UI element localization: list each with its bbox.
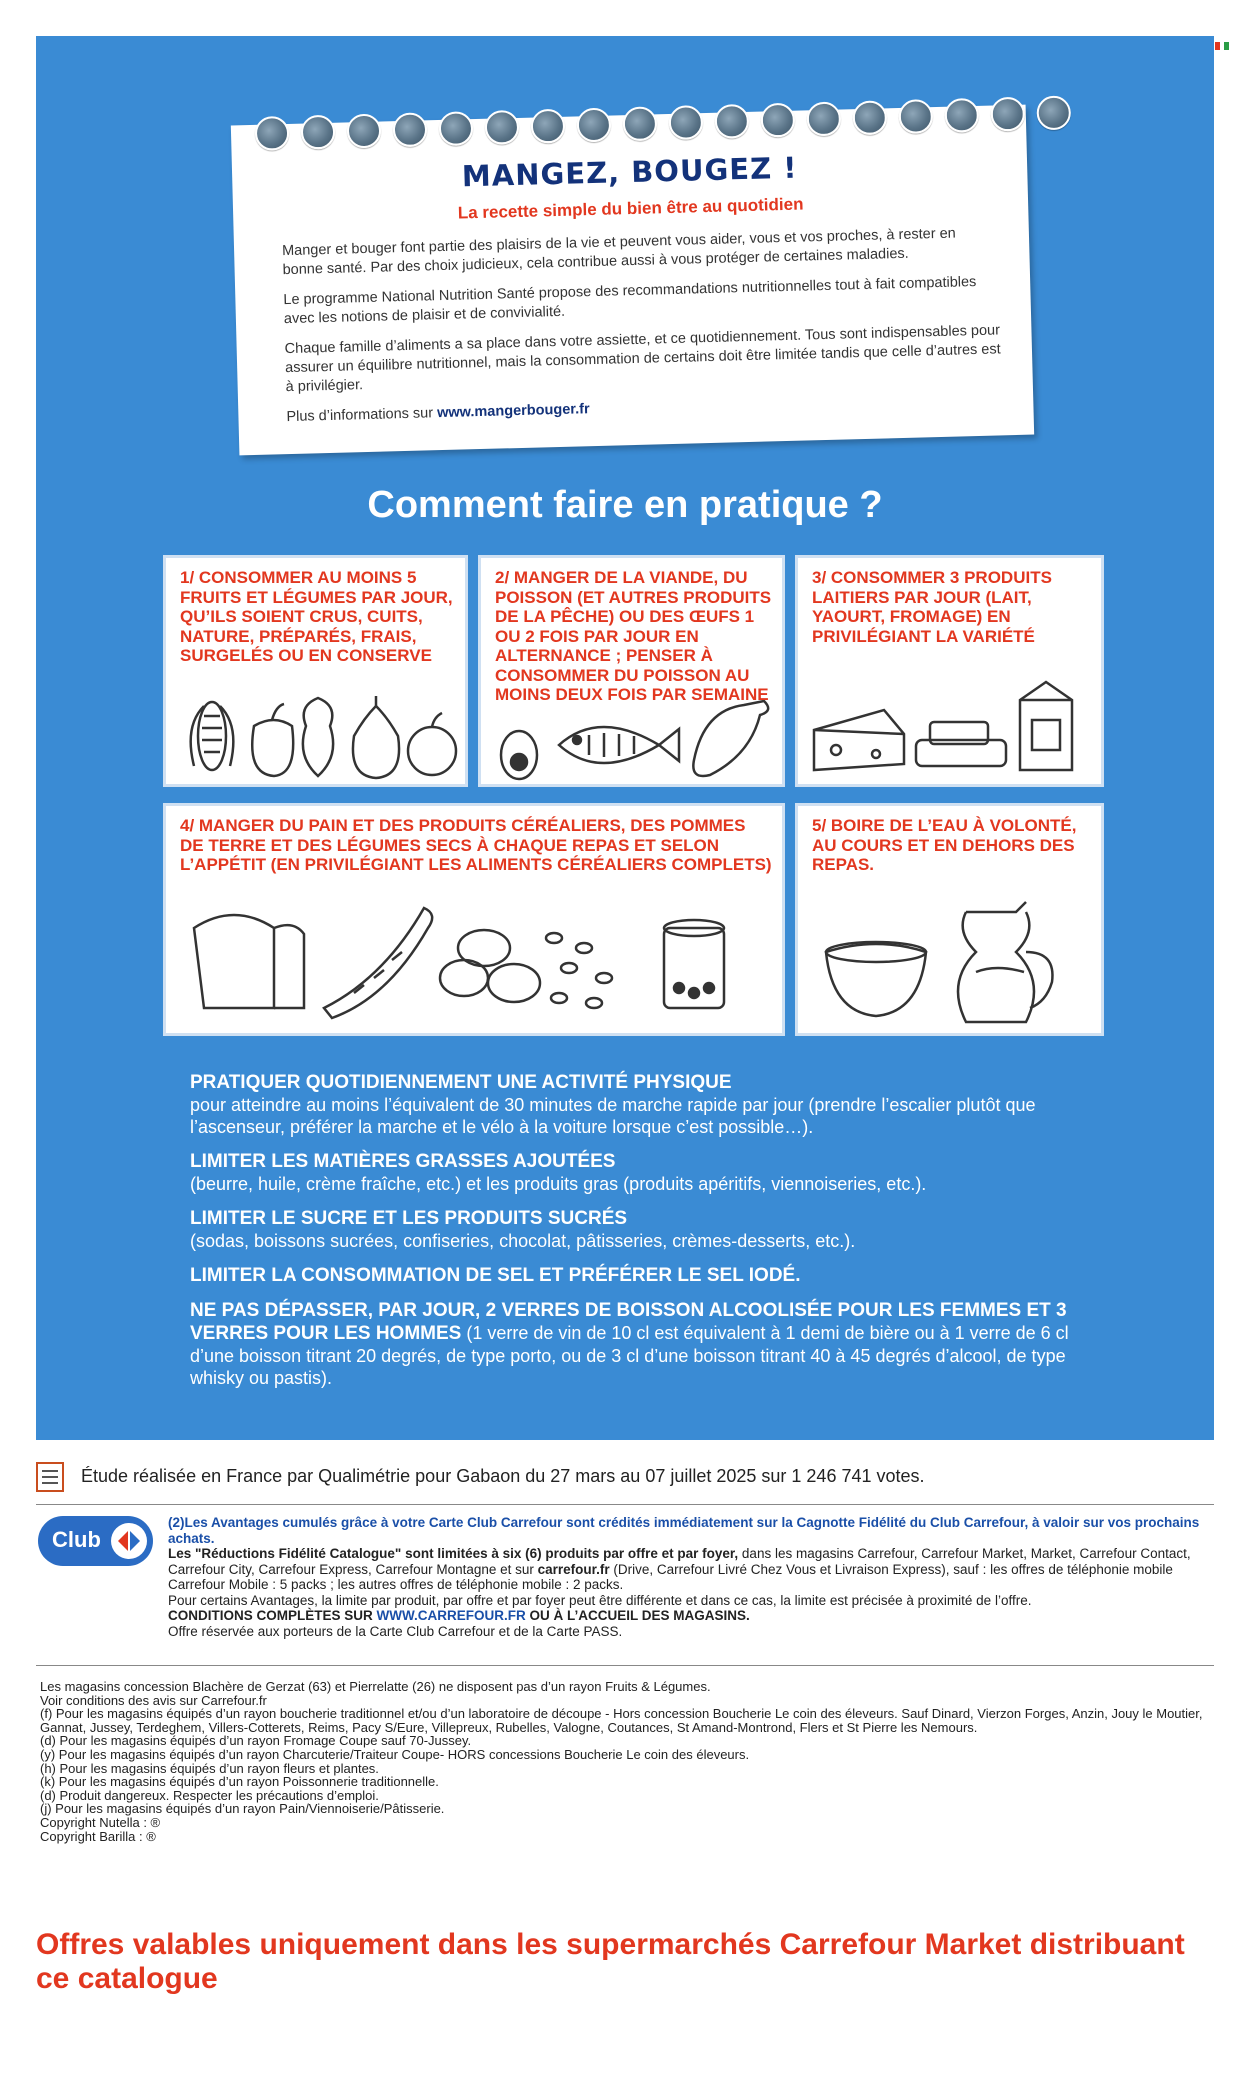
tip-card-fruits xyxy=(163,555,468,787)
tip-item xyxy=(190,1071,1090,1138)
footnote: (k) Pour les magasins équipés d’un rayon Poissonnerie traditionnelle. xyxy=(40,1774,439,1790)
tip-heading: LIMITER LE SUCRE ET LES PRODUITS SUCRÉS xyxy=(190,1208,628,1229)
note-more-info: Plus d’informations sur www.mangerbouger.fr xyxy=(286,401,590,426)
survey-text: Étude réalisée en France par Qualimétrie pour Gabaon du 27 mars au 07 juillet 2025 sur 1 246 741 votes. xyxy=(81,1466,925,1486)
tip-item xyxy=(190,1150,1090,1195)
club-label: Club xyxy=(52,1527,101,1552)
card-text: 2/ MANGER DE LA VIANDE, DU POISSON (ET AUTRES PRODUITS DE LA PÊCHE) OU DES ŒUFS 1 OU 2 FOIS PAR JOUR EN ALTERNANCE ; PENSER À CONSOMMER DU POISSON AU MOINS DEUX FOIS PAR SEMAINE xyxy=(495,568,772,704)
dairy-icon xyxy=(806,670,1096,780)
note-paragraph: Le programme National Nutrition Santé propose des recommandations nutritionnelles tout à fait compatibles avec les notions de plaisir et de convivialité. xyxy=(283,274,977,328)
note-paragraph: Manger et bouger font partie des plaisirs de la vie et peuvent vous aider, vous et vos proches, à rester en bonne santé. Par des choix judicieux, cela contribue aussi à vous protéger de certaines maladies. xyxy=(281,225,956,279)
tip-card-protein xyxy=(478,555,785,787)
survey-notice xyxy=(36,1460,1214,1496)
tip-item xyxy=(190,1299,1090,1389)
legal-line: Offre réservée aux porteurs de la Carte Club Carrefour et de la Carte PASS. xyxy=(168,1623,623,1639)
footnote: (y) Pour les magasins équipés d’un rayon Charcuterie/Traiteur Coupe- HORS concessions Boucherie Le coin des éleveurs. xyxy=(40,1746,750,1762)
tip-body: (beurre, huile, crème fraîche, etc.) et les produits gras (produits apéritifs, viennoiseries, etc.). xyxy=(190,1174,927,1194)
footnote: Copyright Nutella : ® xyxy=(40,1814,161,1830)
divider xyxy=(36,1665,1214,1666)
card-text: 3/ CONSOMMER 3 PRODUITS LAITIERS PAR JOUR (LAIT, YAOURT, FROMAGE) EN PRIVILÉGIANT LA VARIÉTÉ xyxy=(812,568,1052,646)
tip-item xyxy=(190,1207,1090,1252)
bread-cereals-icon xyxy=(174,898,774,1028)
legal-line: CONDITIONS COMPLÈTES SUR WWW.CARREFOUR.FR OU À L’ACCUEIL DES MAGASINS. xyxy=(168,1608,750,1623)
tip-body: (1 verre de vin de 10 cl est équivalent à 1 demi de bière ou à 1 verre de 6 cl d’une boisson titrant 20 degrés, de type porto, ou de 3 cl d’une boisson titrant 40 à 45 degrés d’alcool, de type whisky ou pastis). xyxy=(190,1323,1069,1388)
note-subtitle: La recette simple du bien être au quotidien xyxy=(457,194,804,223)
divider xyxy=(36,1504,1214,1505)
tip-item xyxy=(190,1264,1090,1287)
footnotes xyxy=(40,1680,1215,1843)
lifestyle-tips xyxy=(190,1071,1090,1401)
mangerbouger-link[interactable]: www.mangerbouger.fr xyxy=(436,401,590,422)
footnote: (d) Produit dangereux. Respecter les précautions d’emploi. xyxy=(40,1787,379,1803)
note-title: MANGEZ, BOUGEZ ! xyxy=(461,150,798,194)
footnote: (j) Pour les magasins équipés d’un rayon Pain/Viennoiserie/Pâtisserie. xyxy=(40,1801,445,1817)
tip-heading: LIMITER LA CONSOMMATION DE SEL ET PRÉFÉRER LE SEL IODÉ. xyxy=(190,1265,801,1286)
footnote: Voir conditions des avis sur Carrefour.fr xyxy=(40,1692,267,1708)
tip-heading: LIMITER LES MATIÈRES GRASSES AJOUTÉES xyxy=(190,1151,616,1172)
clipboard-icon xyxy=(36,1462,64,1492)
carrefour-url-link[interactable]: WWW.CARREFOUR.FR xyxy=(376,1608,526,1623)
card-text: 5/ BOIRE DE L’EAU À VOLONTÉ, AU COURS ET EN DEHORS DES REPAS. xyxy=(812,816,1077,874)
footnote: Copyright Barilla : ® xyxy=(40,1828,156,1844)
section-headline: Comment faire en pratique ? xyxy=(367,484,883,526)
tip-card-cereals xyxy=(163,803,785,1036)
footnote: Les magasins concession Blachère de Gerzat (63) et Pierrelatte (26) ne disposent pas d’un rayon Fruits & Légumes. xyxy=(40,1679,711,1694)
footnote: (d) Pour les magasins équipés d’un rayon Fromage Coupe sauf 70-Jussey. xyxy=(40,1733,472,1749)
note-paragraph: Chaque famille d’aliments a sa place dans votre assiette, et ce quotidiennement. Tous sont indispensables pour assurer un équilibre nutritionnel, mais la consommation de certains doit être limitée tandis que celle d’autres est à privilégier. xyxy=(284,322,1001,396)
tip-card-water xyxy=(795,803,1104,1036)
tip-body: pour atteindre au moins l’équivalent de 30 minutes de marche rapide par jour (prendre l’escalier plutôt que l’ascenseur, préférer la marche et le vélo à la voiture lorsque c’est possible…). xyxy=(190,1095,1036,1137)
tip-heading: NE PAS DÉPASSER, PAR JOUR, 2 VERRES DE BOISSON ALCOOLISÉE POUR LES FEMMES ET 3 VERRES POUR LES HOMMES xyxy=(190,1300,1067,1344)
legal-line: Pour certains Avantages, la limite par produit, par offre et par foyer peut être différente et dans ce cas, la limite est précisée à proximité de l’offre. xyxy=(168,1592,1032,1608)
footnote: (h) Pour les magasins équipés d’un rayon fleurs et plantes. xyxy=(40,1760,379,1776)
offer-validity-notice: Offres valables uniquement dans les supermarchés Carrefour Market distribuant ce catalogue xyxy=(36,1928,1185,1995)
legal-line: Les "Réductions Fidélité Catalogue" sont limitées à six (6) produits par offre et par foyer, dans les magasins Carrefour, Carrefour Market, Market, Carrefour Contact, Carrefour City, Carrefour Express, Carrefour Montagne et sur carrefour.fr (Drive, Carrefour Livré Chez Vous et Livraison Express), sauf : les offres de téléphonie mobile Carrefour Mobile : 5 packs ; les autres offres de téléphonie mobile : 2 packs. xyxy=(168,1546,1191,1592)
tip-card-dairy xyxy=(795,555,1104,787)
card-text: 4/ MANGER DU PAIN ET DES PRODUITS CÉRÉALIERS, DES POMMES DE TERRE ET DES LÉGUMES SECS À CHAQUE REPAS ET SELON L’APPÉTIT (EN PRIVILÉGIANT LES ALIMENTS CÉRÉALIERS COMPLETS) xyxy=(180,816,772,874)
carrefour-link[interactable]: carrefour.fr xyxy=(537,1561,610,1577)
flag-icon xyxy=(1215,42,1229,50)
club-carrefour-logo xyxy=(38,1516,153,1566)
carrefour-logo-icon xyxy=(111,1523,147,1559)
note-card xyxy=(231,105,1034,456)
note-body xyxy=(282,223,1004,438)
footnote: (f) Pour les magasins équipés d’un rayon boucherie traditionnel et/ou d’un laboratoire de découpe - Hors concession Boucherie Le coin des éleveurs. Sauf Dinard, Vierzon Forges, Anzin, Jouy le Moutier, Gannat, Jussey, Terdeghem, Villers-Cotterets, Reims, Pacy S/Eure, Villepreux, Rubelles, Valogne, Coutances, St Amand-Montrond, Flers et St Pierre les Nemours. xyxy=(40,1706,1203,1735)
legal-line: (2)Les Avantages cumulés grâce à votre Carte Club Carrefour sont crédités immédiatement sur la Cagnotte Fidélité du Club Carrefour, à valoir sur vos prochains achats. xyxy=(168,1515,1200,1546)
fruits-vegetables-icon xyxy=(174,686,464,781)
meat-fish-egg-icon xyxy=(489,700,779,785)
tip-heading: PRATIQUER QUOTIDIENNEMENT UNE ACTIVITÉ PHYSIQUE xyxy=(190,1072,732,1093)
club-legal-text xyxy=(168,1515,1213,1639)
tip-body: (sodas, boissons sucrées, confiseries, chocolat, pâtisseries, crèmes-desserts, etc.). xyxy=(190,1231,856,1251)
card-text: 1/ CONSOMMER AU MOINS 5 FRUITS ET LÉGUMES PAR JOUR, QU’ILS SOIENT CRUS, CUITS, NATURE, PRÉPARÉS, FRAIS, SURGELÉS OU EN CONSERVE xyxy=(180,568,453,665)
water-jug-icon xyxy=(806,892,1096,1032)
